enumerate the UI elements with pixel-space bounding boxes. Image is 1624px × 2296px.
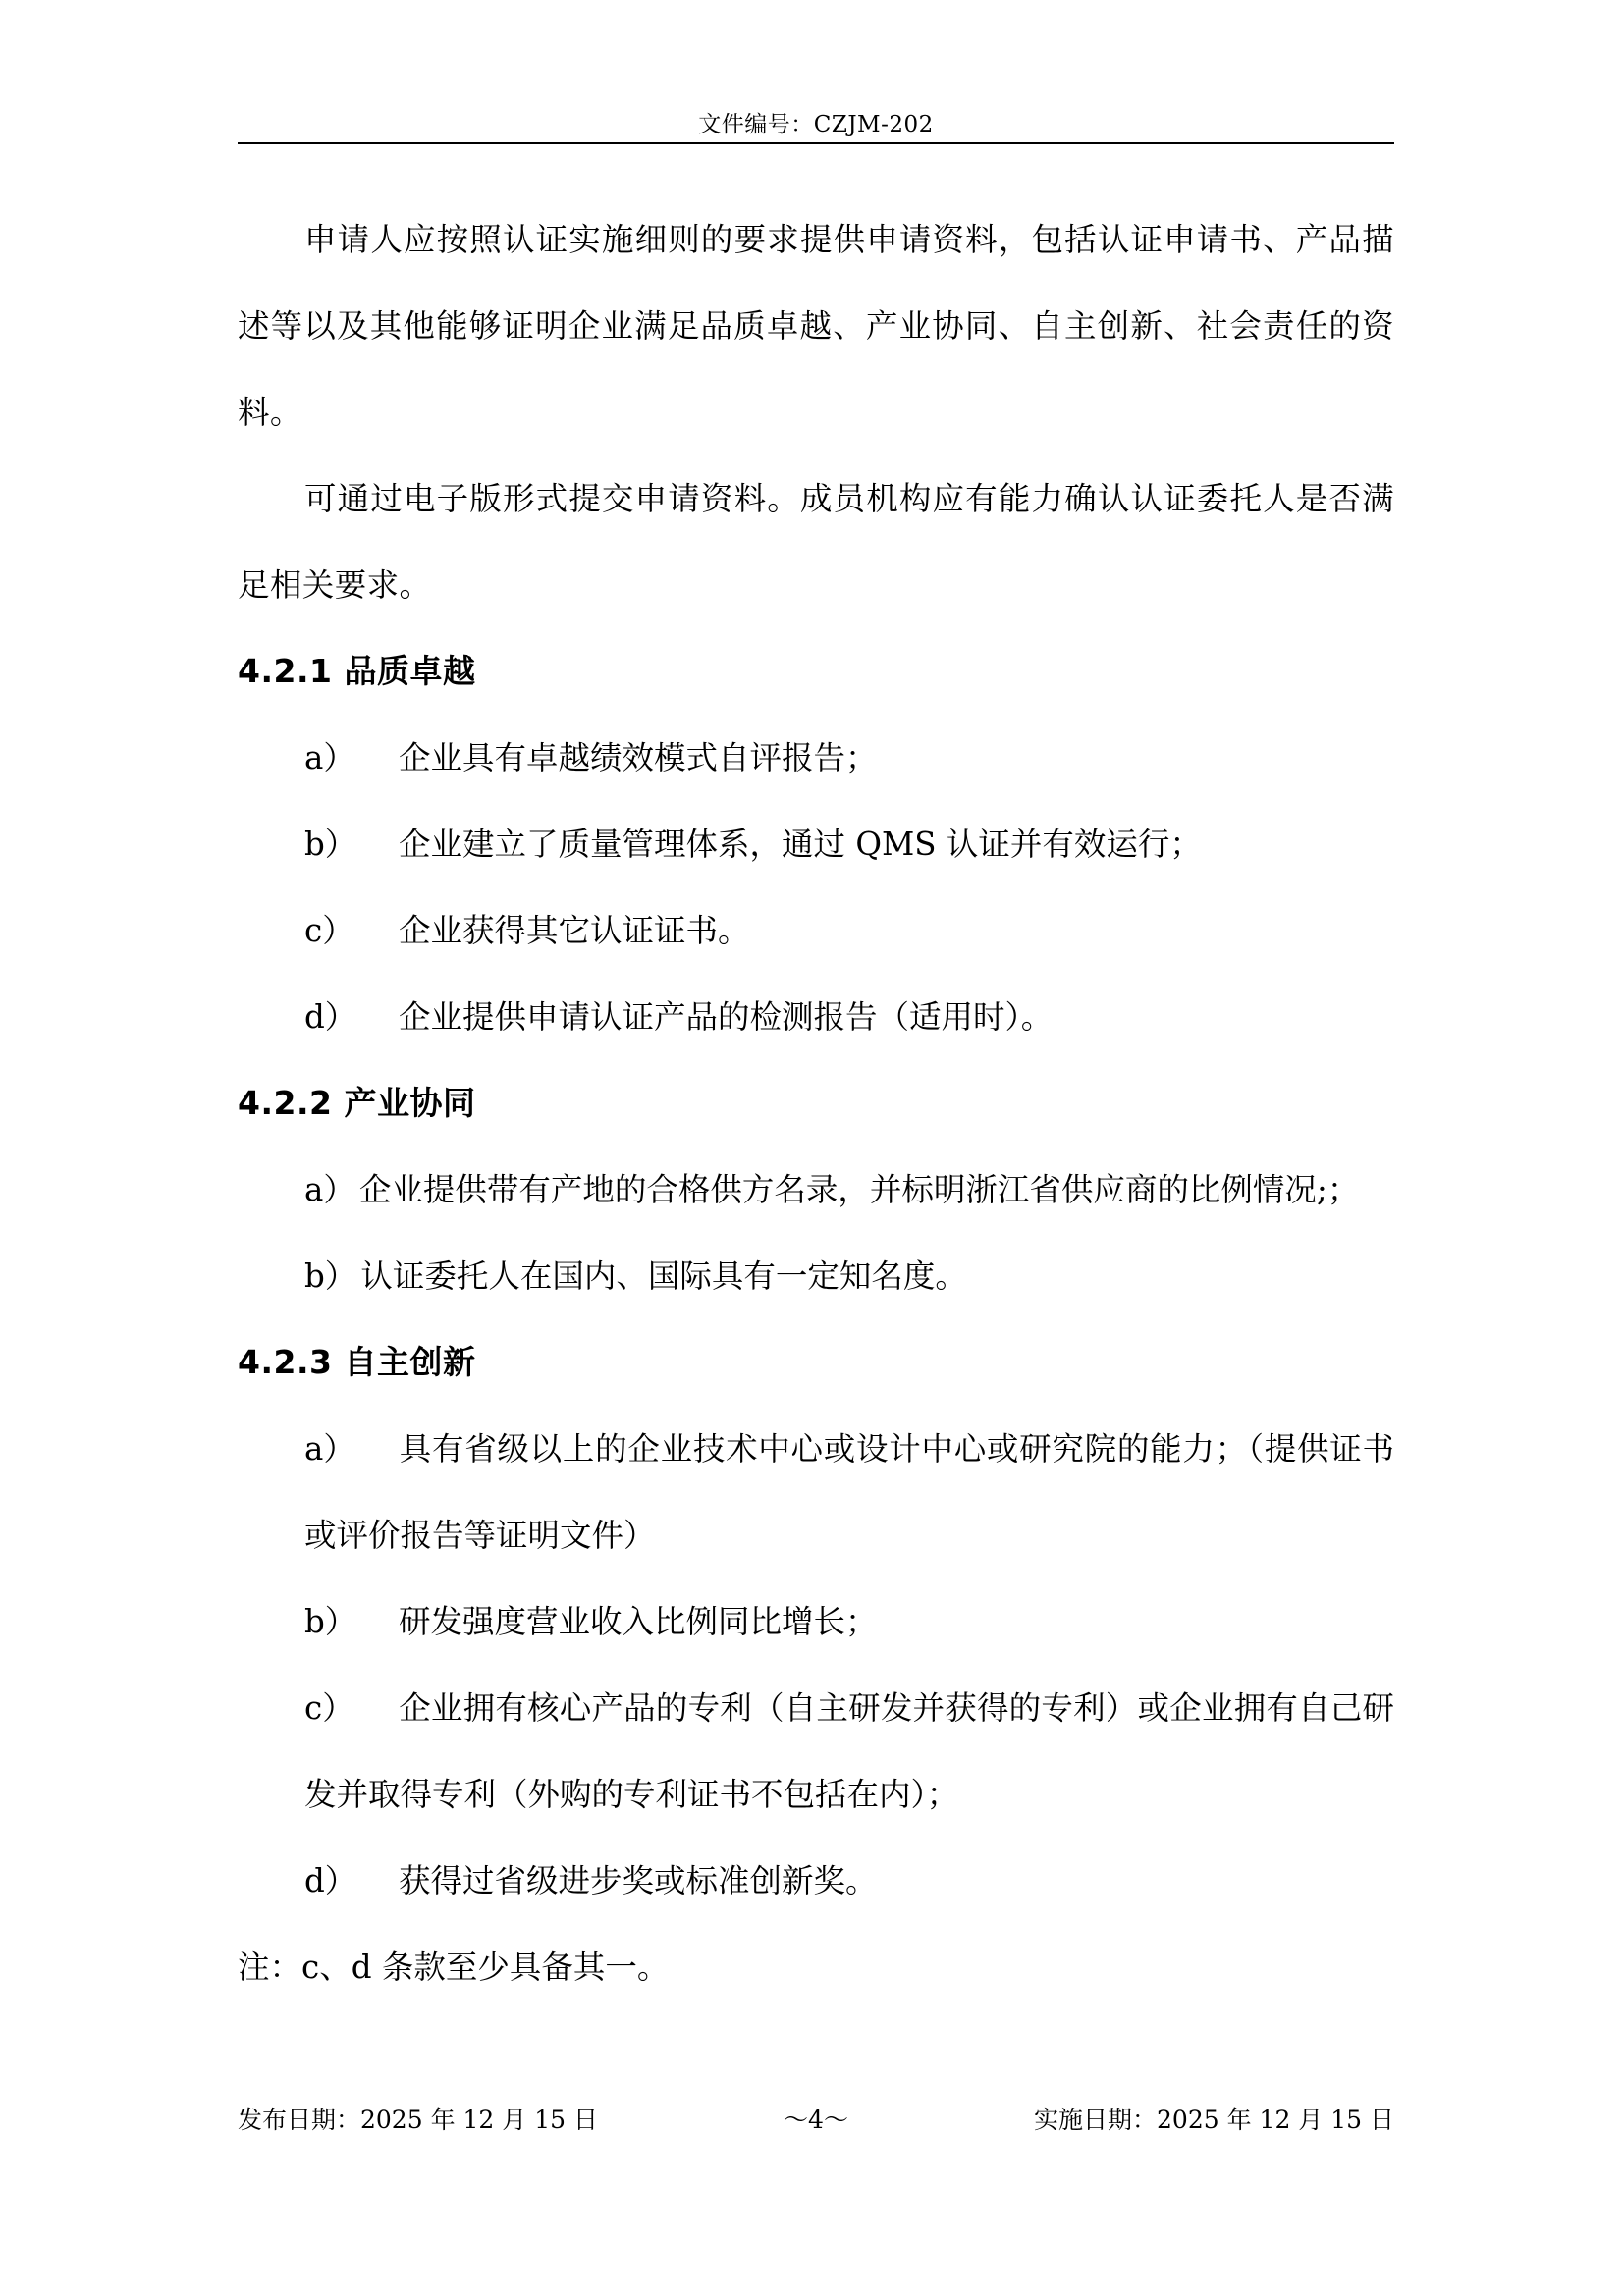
list-item xyxy=(238,887,1394,974)
list-item xyxy=(238,801,1394,887)
paragraph-intro-1: 申请人应按照认证实施细则的要求提供申请资料，包括认证申请书、产品描述等以及其他能够证明企业满足品质卓越、产业协同、自主创新、社会责任的资料。 xyxy=(238,221,1394,431)
list-text: 企业提供申请认证产品的检测报告（适用时）。 xyxy=(399,998,1054,1036)
document-body xyxy=(238,196,1394,2010)
document-number: 文件编号：CZJM-202 xyxy=(698,112,934,137)
list-item xyxy=(238,1838,1394,1924)
section-heading-4-2-2: 4.2.2 产业协同 xyxy=(238,1084,476,1122)
section-note: 注：c、d 条款至少具备其一。 xyxy=(238,1949,670,1986)
paragraph-intro-2: 可通过电子版形式提交申请资料。成员机构应有能力确认认证委托人是否满足相关要求。 xyxy=(238,480,1394,604)
list-item xyxy=(238,1147,1394,1233)
list-marker: c） xyxy=(304,1689,354,1727)
effective-date: 实施日期：2025 年 12 月 15 日 xyxy=(1034,2106,1394,2134)
list-marker: b） xyxy=(304,1257,357,1295)
document-header xyxy=(238,106,1394,138)
list-marker: d） xyxy=(304,998,357,1036)
list-text: 企业具有卓越绩效模式自评报告； xyxy=(399,739,878,776)
list-marker: b） xyxy=(304,826,357,863)
list-item xyxy=(238,1406,1394,1578)
page-number: ～4～ xyxy=(784,2106,848,2134)
document-footer xyxy=(238,2101,1394,2136)
issue-date: 发布日期：2025 年 12 月 15 日 xyxy=(238,2106,598,2134)
list-item xyxy=(238,715,1394,801)
list-text: 企业获得其它认证证书。 xyxy=(399,912,750,949)
list-marker: c） xyxy=(304,912,354,949)
list-marker: a） xyxy=(304,1171,355,1208)
list-marker: a） xyxy=(304,1430,355,1468)
header-divider xyxy=(238,142,1394,144)
list-item xyxy=(238,1578,1394,1665)
section-heading-4-2-3: 4.2.3 自主创新 xyxy=(238,1343,476,1381)
list-marker: d） xyxy=(304,1862,357,1899)
list-text: 企业提供带有产地的合格供方名录，并标明浙江省供应商的比例情况;； xyxy=(358,1171,1360,1208)
list-item xyxy=(238,974,1394,1060)
list-text: 认证委托人在国内、国际具有一定知名度。 xyxy=(360,1257,967,1295)
list-marker: b） xyxy=(304,1603,357,1640)
list-text: 获得过省级进步奖或标准创新奖。 xyxy=(399,1862,878,1899)
list-text: 企业建立了质量管理体系，通过 QMS 认证并有效运行； xyxy=(399,826,1202,863)
list-item xyxy=(238,1665,1394,1838)
section-heading-4-2-1: 4.2.1 品质卓越 xyxy=(238,652,476,690)
list-item xyxy=(238,1233,1394,1319)
list-text: 具有省级以上的企业技术中心或设计中心或研究院的能力；（提供证书或评价报告等证明文件） xyxy=(304,1430,1394,1554)
list-marker: a） xyxy=(304,739,355,776)
list-text: 研发强度营业收入比例同比增长； xyxy=(399,1603,878,1640)
list-text: 企业拥有核心产品的专利（自主研发并获得的专利）或企业拥有自己研发并取得专利（外购的专利证书不包括在内）； xyxy=(304,1689,1394,1813)
